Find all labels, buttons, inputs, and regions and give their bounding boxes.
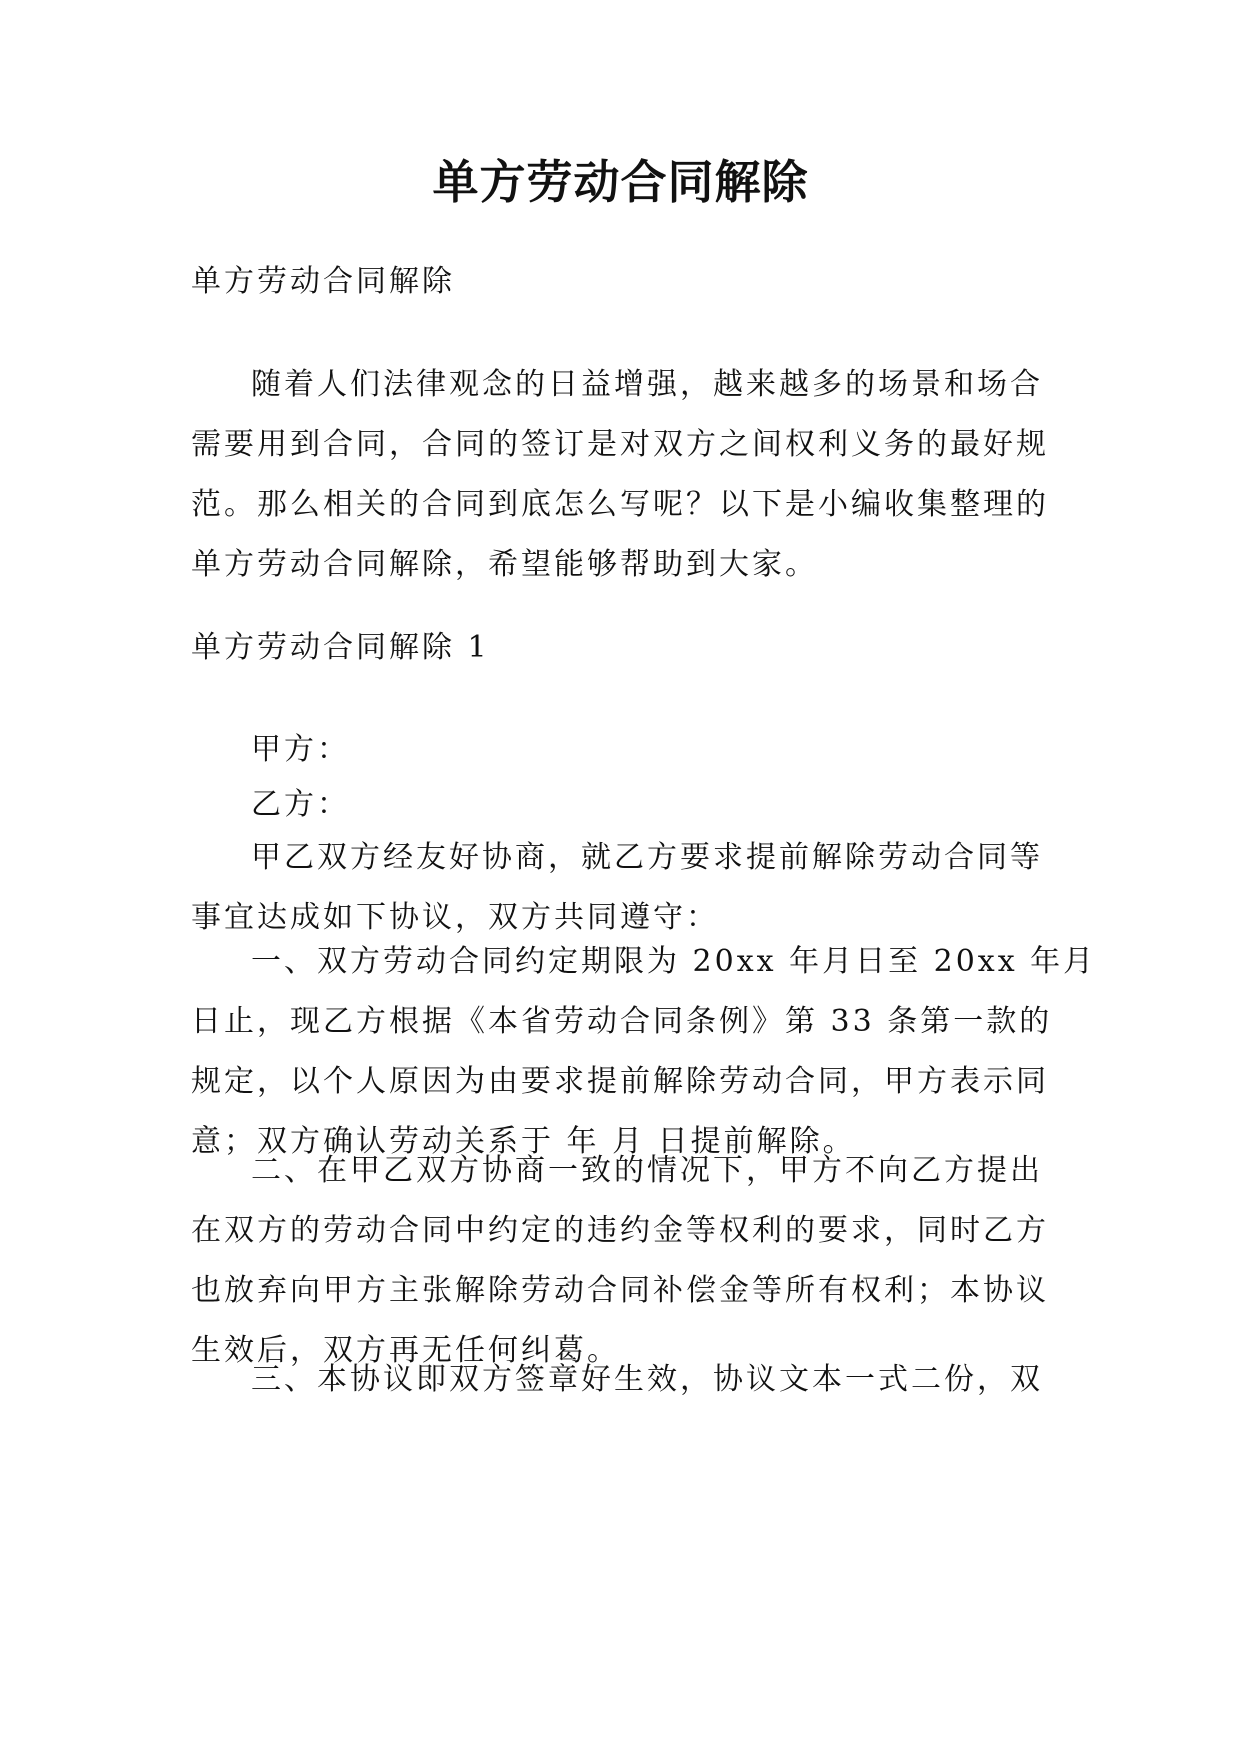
party-b-label: 乙方： xyxy=(251,787,350,822)
clause-3-paragraph xyxy=(191,1350,1051,1410)
party-a-label: 甲方： xyxy=(251,732,350,767)
intro-line: 需要用到合同，合同的签订是对双方之间权利义务的最好规 xyxy=(191,427,1049,462)
clause-1-paragraph xyxy=(191,932,1097,1172)
intro-paragraph xyxy=(191,355,1051,595)
clause-1-line: 日止，现乙方根据《本省劳动合同条例》第 33 条第一款的 xyxy=(191,1004,1053,1039)
clause-2-line: 也放弃向甲方主张解除劳动合同补偿金等所有权利；本协议 xyxy=(191,1273,1049,1308)
clause-2-line: 生效后，双方再无任何纠葛。 xyxy=(191,1333,620,1368)
intro-line: 单方劳动合同解除，希望能够帮助到大家。 xyxy=(191,547,818,582)
clause-2-line: 二、在甲乙双方协商一致的情况下，甲方不向乙方提出 xyxy=(251,1153,1043,1188)
document-title: 单方劳动合同解除 xyxy=(432,155,809,209)
intro-line: 随着人们法律观念的日益增强，越来越多的场景和场合 xyxy=(251,367,1043,402)
document-subtitle: 单方劳动合同解除 xyxy=(191,264,455,299)
intro-line: 范。那么相关的合同到底怎么写呢？以下是小编收集整理的 xyxy=(191,487,1049,522)
clause-1-line: 一、双方劳动合同约定期限为 20xx 年月日至 20xx 年月 xyxy=(251,944,1097,979)
section-heading: 单方劳动合同解除 1 xyxy=(191,630,490,665)
clause-2-line: 在双方的劳动合同中约定的违约金等权利的要求，同时乙方 xyxy=(191,1213,1049,1248)
clause-2-paragraph xyxy=(191,1141,1051,1381)
agreement-line: 事宜达成如下协议，双方共同遵守： xyxy=(191,900,719,935)
clause-1-line: 规定，以个人原因为由要求提前解除劳动合同，甲方表示同 xyxy=(191,1064,1049,1099)
clause-1-line: 意；双方确认劳动关系于 年 月 日提前解除。 xyxy=(191,1124,856,1159)
agreement-paragraph xyxy=(191,828,1051,948)
agreement-line: 甲乙双方经友好协商，就乙方要求提前解除劳动合同等 xyxy=(251,840,1043,875)
clause-3-line: 三、本协议即双方签章好生效，协议文本一式二份，双 xyxy=(251,1362,1043,1397)
